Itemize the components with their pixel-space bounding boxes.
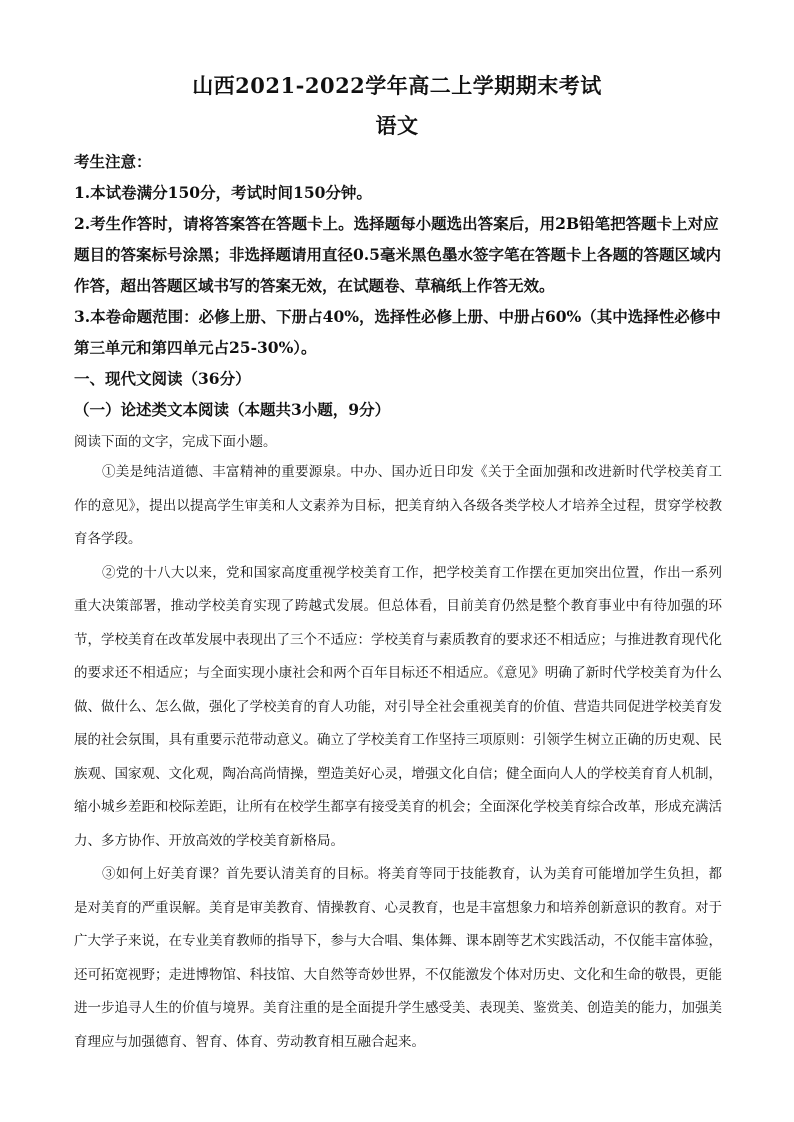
part1-title: 一、现代文阅读（36分） (74, 369, 251, 388)
part1-subtitle: （一）论述类文本阅读（本题共3小题，9分） (74, 400, 391, 419)
exam-subject: 语文 (375, 113, 419, 138)
passage-paragraph-2: ②党的十八大以来，党和国家高度重视学校美育工作，把学校美育工作摆在更加突出位置，作出一系列重大决策部署，推动学校美育实现了跨越式发展。但总体看，目前美育仍然是整个教育事业中有待加强的环节，学校美育在改革发展中表现出了三个不适应：学校美育与素质教育的要求还不相适应；与推进教育现代化的要求还不相适应；与全面实现小康社会和两个百年目标还不相适应。《意见》明确了新时代学校美育为什么做、做什么、怎么做，强化了学校美育的育人功能，对引导全社会重视美育的价值、营造共同促进学校美育发展的社会氛围，具有重要示范带动意义。确立了学校美育工作坚持三项原则：引领学生树立正确的历史观、民族观、国家观、文化观，陶冶高尚情操，塑造美好心灵，增强文化自信；健全面向人人的学校美育育人机制，缩小城乡差距和校际差距，让所有在校学生都享有接受美育的机会；全面深化学校美育综合改革，形成充满活力、多方协作、开放高效的学校美育新格局。 (74, 564, 722, 849)
notice-item-2: 2.考生作答时，请将答案答在答题卡上。选择题每小题选出答案后，用2B铅笔把答题卡上对应题目的答案标号涂黑；非选择题请用直径0.5毫米黑色墨水签字笔在答题卡上各题的答题区域内作答，超出答题区域书写的答案无效，在试题卷、草稿纸上作答无效。 (74, 214, 721, 295)
passage-paragraph-1: ①美是纯洁道德、丰富精神的重要源泉。中办、国办近日印发《关于全面加强和改进新时代学校美育工作的意见》，提出以提高学生审美和人文素养为目标，把美育纳入各级各类学校人才培养全过程，贯穿学校教育各学段。 (74, 464, 722, 547)
notice-item-1: 1.本试卷满分150分，考试时间150分钟。 (74, 183, 372, 202)
reading-instruction: 阅读下面的文字，完成下面小题。 (74, 434, 277, 450)
notice-section (74, 146, 722, 425)
exam-title: 山西2021-2022学年高二上学期期末考试 (192, 73, 602, 98)
passage-paragraph-3: ③如何上好美育课？首先要认清美育的目标。将美育等同于技能教育，认为美育可能增加学生负担，都是对美育的严重误解。美育是审美教育、情操教育、心灵教育，也是丰富想象力和培养创新意识的教育。对于广大学子来说，在专业美育教师的指导下，参与大合唱、集体舞、课本剧等艺术实践活动，不仅能丰富体验，还可拓宽视野；走进博物馆、科技馆、大自然等奇妙世界，不仅能激发个体对历史、文化和生命的敬畏，更能进一步追寻人生的价值与境界。美育注重的是全面提升学生感受美、表现美、鉴赏美、创造美的能力，加强美育理应与加强德育、智育、体育、劳动教育相互融合起来。 (74, 866, 722, 1050)
notice-item-3: 3.本卷命题范围：必修上册、下册占40%，选择性必修上册、中册占60%（其中选择性必修中第三单元和第四单元占25-30%）。 (74, 307, 721, 357)
instruction-line (74, 428, 722, 456)
reading-passage (74, 456, 722, 1059)
notice-heading: 考生注意： (74, 152, 152, 171)
